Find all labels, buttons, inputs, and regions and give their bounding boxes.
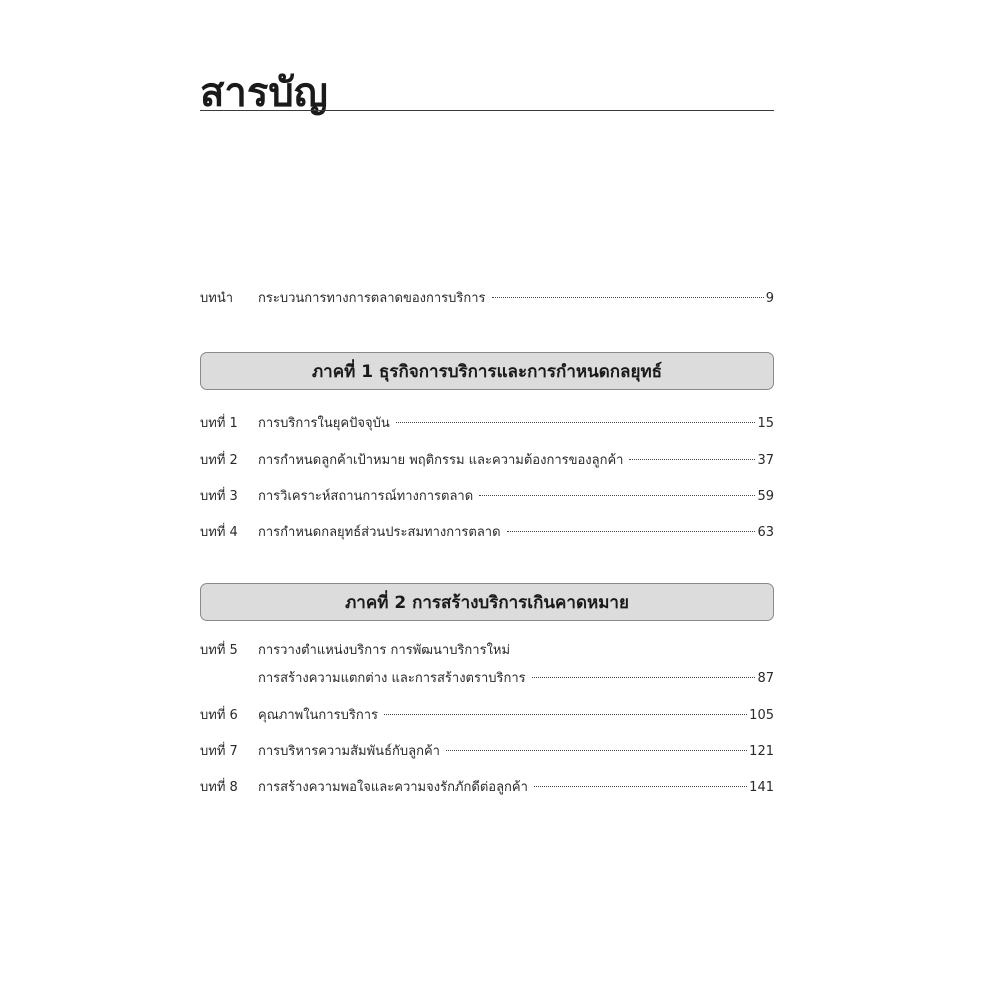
dot-leader (534, 786, 747, 787)
toc-entry-chapter-4[interactable] (200, 522, 774, 544)
toc-entry-chapter-2[interactable] (200, 450, 774, 472)
toc-label: บทนำ (200, 291, 234, 306)
toc-entry-chapter-7[interactable] (200, 741, 774, 763)
toc-entry-chapter-3[interactable] (200, 486, 774, 508)
dot-leader (532, 677, 756, 678)
toc-page-number: 63 (757, 525, 774, 540)
toc-text: การวิเคราะห์สถานการณ์ทางการตลาด (258, 489, 474, 504)
toc-text: การกำหนดกลยุทธ์ส่วนประสมทางการตลาด (258, 525, 501, 540)
toc-page-number: 9 (765, 291, 774, 306)
toc-label: บทที่ 5 (200, 643, 238, 658)
toc-label: บทที่ 6 (200, 708, 238, 723)
dot-leader (446, 750, 747, 751)
toc-label: บทที่ 7 (200, 744, 238, 759)
part-2-header[interactable]: ภาคที่ 2 การสร้างบริการเกินคาดหมาย (200, 583, 774, 621)
toc-page-number: 59 (757, 489, 774, 504)
dot-leader (479, 495, 755, 496)
dot-leader (507, 531, 756, 532)
toc-page-number: 37 (757, 453, 774, 468)
toc-entry-chapter-8[interactable] (200, 777, 774, 799)
toc-entry-chapter-5[interactable] (200, 640, 774, 662)
toc-label: บทที่ 1 (200, 416, 238, 431)
toc-text: การกำหนดลูกค้าเป้าหมาย พฤติกรรม และความต้องการของลูกค้า (258, 453, 624, 468)
toc-entry-chapter-5-continued[interactable] (258, 668, 774, 690)
title-rule (200, 110, 774, 111)
dot-leader (396, 422, 756, 423)
toc-entry-chapter-6[interactable] (200, 705, 774, 727)
toc-page-number: 105 (749, 708, 774, 723)
page-title: สารบัญ (200, 70, 328, 116)
toc-label: บทที่ 3 (200, 489, 238, 504)
toc-label: บทที่ 8 (200, 780, 238, 795)
dot-leader (384, 714, 747, 715)
toc-page-number: 87 (757, 671, 774, 686)
toc-text: การสร้างความพอใจและความจงรักภักดีต่อลูกค้า (258, 780, 528, 795)
dot-leader (492, 297, 764, 298)
toc-text: คุณภาพในการบริการ (258, 708, 378, 723)
dot-leader (629, 459, 755, 460)
toc-page-number: 141 (749, 780, 774, 795)
part-1-header[interactable]: ภาคที่ 1 ธุรกิจการบริการและการกำหนดกลยุทธ์ (200, 352, 774, 390)
toc-text: การบริการในยุคปัจจุบัน (258, 416, 390, 431)
toc-page-number: 121 (749, 744, 774, 759)
toc-entry-chapter-1[interactable] (200, 413, 774, 435)
toc-entry-intro[interactable] (200, 288, 774, 310)
toc-page-number: 15 (757, 416, 774, 431)
toc-text: กระบวนการทางการตลาดของการบริการ (258, 291, 486, 306)
toc-label: บทที่ 4 (200, 525, 238, 540)
toc-text: การวางตำแหน่งบริการ การพัฒนาบริการใหม่ (258, 643, 511, 658)
toc-text: การสร้างความแตกต่าง และการสร้างตราบริการ (258, 671, 526, 686)
toc-text: การบริหารความสัมพันธ์กับลูกค้า (258, 744, 440, 759)
toc-label: บทที่ 2 (200, 453, 238, 468)
